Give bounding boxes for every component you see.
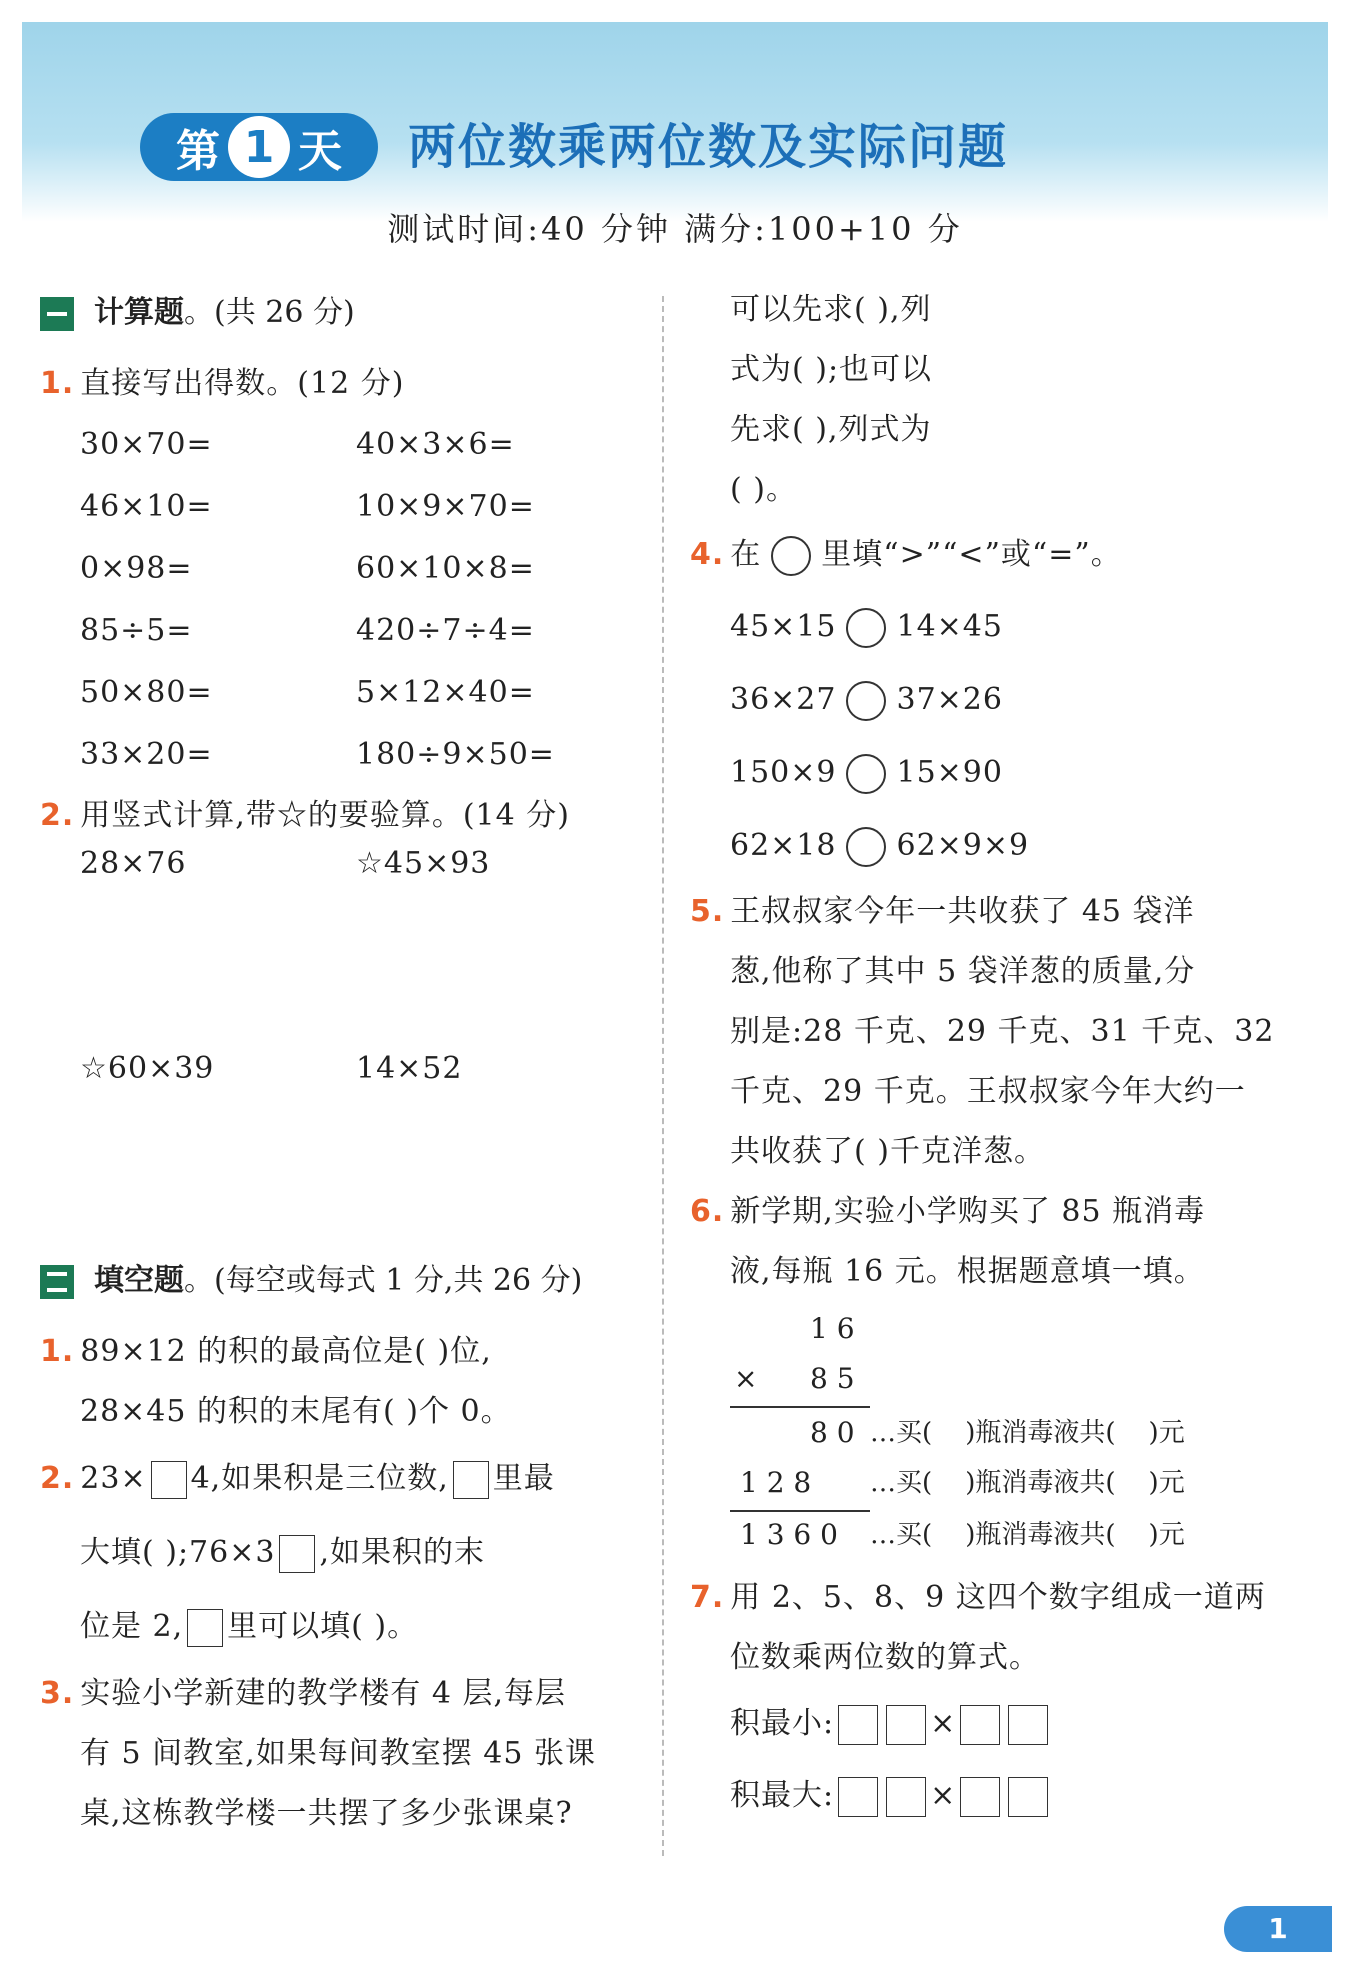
answer-box[interactable]: [279, 1535, 315, 1573]
question-1-2: 2. 用竖式计算,带☆的要验算。(14 分): [40, 798, 570, 833]
day-number: 1: [228, 116, 290, 178]
oral-calc-item: 10×9×70=: [356, 489, 535, 524]
section-one-icon: [40, 297, 74, 331]
calc-note: …买( )瓶消毒液共( )元: [870, 1468, 1185, 1498]
question-2-6: 6. 新学期,实验小学购买了 85 瓶消毒 液,每瓶 16 元。根据题意填一填。 1 6 × 8 5 8 0 …买( )瓶消毒液共( )元 1 2 8 …买( )瓶消毒液共( )元 1 3 6 0 …买( )瓶消毒液共( )元: [690, 1182, 1290, 1552]
oral-calc-item: 60×10×8=: [356, 551, 535, 586]
oral-calc-item: 420÷7÷4=: [356, 613, 535, 648]
question-2-7: 7. 用 2、5、8、9 这四个数字组成一道两 位数乘两位数的算式。 积最小: × 积最大: ×: [690, 1568, 1290, 1832]
calc-multiplier: 8 5: [810, 1362, 855, 1395]
section-two-icon: [40, 1265, 74, 1299]
section-two-heading: [40, 1256, 640, 1306]
section-two-points: 。(每空或每式 1 分,共 26 分): [184, 1263, 583, 1298]
section-two-title: 填空题: [94, 1263, 184, 1298]
section-one-title: 计算题: [94, 295, 184, 330]
digit-box[interactable]: [1008, 1777, 1048, 1817]
compare-circle[interactable]: [846, 754, 886, 794]
question-2-2: 2. 23× 4,如果积是三位数, 里最 大填( );76×3 ,如果积的末 位是 2, 里可以填( )。: [40, 1442, 640, 1664]
max-product-row: 积最大: ×: [690, 1760, 1290, 1832]
answer-box[interactable]: [187, 1609, 223, 1647]
oral-calc-item: 180÷9×50=: [356, 737, 555, 772]
compare-item: 150×9 15×90: [690, 736, 1290, 809]
digit-box[interactable]: [886, 1705, 926, 1745]
digit-box[interactable]: [1008, 1705, 1048, 1745]
calc-partial-1: 8 0: [810, 1416, 855, 1449]
answer-box[interactable]: [151, 1461, 187, 1499]
vertical-calc-item: ☆45×93: [356, 846, 491, 881]
column-divider: [662, 296, 664, 1856]
compare-circle[interactable]: [846, 681, 886, 721]
oral-calc-item: 46×10=: [80, 489, 213, 524]
day-suffix: 天: [298, 126, 342, 177]
day-prefix: 第: [176, 126, 220, 177]
vertical-calc-item: 14×52: [356, 1051, 463, 1086]
oral-calc-item: 40×3×6=: [356, 427, 515, 462]
digit-box[interactable]: [838, 1777, 878, 1817]
oral-calc-item: 33×20=: [80, 737, 213, 772]
compare-circle[interactable]: [846, 608, 886, 648]
compare-circle[interactable]: [846, 827, 886, 867]
question-2-3-continued: 可以先求( ),列 式为( );也可以 先求( ),列式为 ( )。: [730, 292, 933, 507]
vertical-calc-item: 28×76: [80, 846, 187, 881]
digit-box[interactable]: [960, 1777, 1000, 1817]
calc-partial-2: 1 2 8: [740, 1466, 812, 1499]
oral-calc-item: 30×70=: [80, 427, 213, 462]
test-meta: 测试时间:40 分钟 满分:100+10 分: [387, 210, 963, 248]
compare-item: 45×15 14×45: [690, 590, 1290, 663]
digit-box[interactable]: [960, 1705, 1000, 1745]
circle-icon: [771, 536, 811, 576]
oral-calc-item: 85÷5=: [80, 613, 193, 648]
question-2-4: 4. 在 里填“>”“<”或“=”。 45×15 14×45 36×27 37×26 150×9 15×90 62×18 62×9×9: [690, 520, 1290, 882]
calc-result: 1 3 6 0: [740, 1518, 838, 1551]
question-1-1: 1. 直接写出得数。(12 分): [40, 366, 405, 401]
section-one-heading: [40, 288, 640, 338]
vertical-multiplication: [730, 1302, 1290, 1552]
oral-calc-grid: [40, 414, 640, 786]
calc-times-sign: ×: [734, 1362, 758, 1395]
right-column: [690, 280, 1290, 1832]
oral-calc-item: 0×98=: [80, 551, 193, 586]
compare-item: 36×27 37×26: [690, 663, 1290, 736]
calc-note: …买( )瓶消毒液共( )元: [870, 1418, 1185, 1448]
vertical-calc-row: [40, 1051, 640, 1256]
left-column: [40, 288, 640, 1844]
question-2-5: 5. 王叔叔家今年一共收获了 45 袋洋 葱,他称了其中 5 袋洋葱的质量,分 别是:28 千克、29 千克、31 千克、32 千克、29 千克。王叔叔家今年大约一 共收获了( )千克洋葱。: [690, 894, 1275, 1169]
answer-box[interactable]: [453, 1461, 489, 1499]
section-one-points: 。(共 26 分): [184, 295, 355, 330]
oral-calc-item: 5×12×40=: [356, 675, 535, 710]
page-title: 两位数乘两位数及实际问题: [408, 119, 1009, 175]
question-2-3: 3. 实验小学新建的教学楼有 4 层,每层 有 5 间教室,如果每间教室摆 45 张课 桌,这栋教学楼一共摆了多少张课桌?: [40, 1676, 596, 1831]
oral-calc-item: 50×80=: [80, 675, 213, 710]
vertical-calc-row: [40, 846, 640, 1051]
digit-box[interactable]: [886, 1777, 926, 1817]
day-badge: [140, 113, 378, 181]
question-2-1: 1. 89×12 的积的最高位是( )位, 28×45 的积的末尾有( )个 0。: [40, 1334, 512, 1429]
calc-note: …买( )瓶消毒液共( )元: [870, 1520, 1185, 1550]
calc-top: 1 6: [810, 1312, 855, 1345]
compare-item: 62×18 62×9×9: [690, 809, 1290, 882]
vertical-calc-item: ☆60×39: [80, 1051, 215, 1086]
digit-box[interactable]: [838, 1705, 878, 1745]
page-number: 1: [1224, 1906, 1332, 1952]
min-product-row: 积最小: ×: [690, 1688, 1290, 1760]
